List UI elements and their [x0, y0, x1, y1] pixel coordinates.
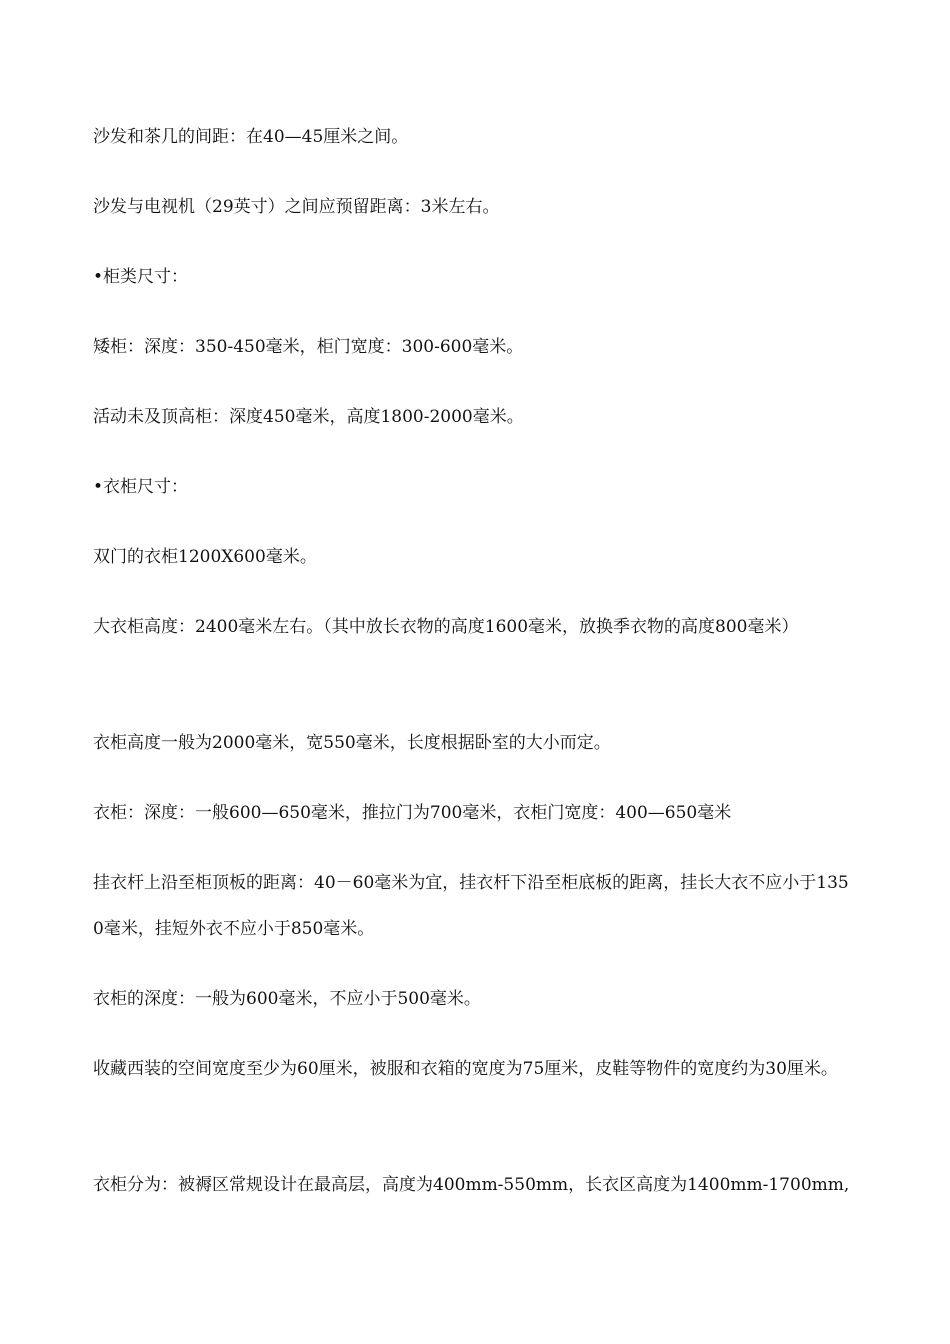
paragraph-tall-cabinet: 活动未及顶高柜：深度450毫米，高度1800-2000毫米。 — [93, 407, 524, 427]
paragraph-large-wardrobe-height: 大衣柜高度：2400毫米左右。（其中放长衣物的高度1600毫米，放换季衣物的高度800毫米） — [93, 617, 799, 637]
paragraph-low-cabinet: 矮柜：深度：350-450毫米，柜门宽度：300-600毫米。 — [93, 337, 524, 357]
paragraph-wardrobe-zones: 衣柜分为：被褥区常规设计在最高层，高度为400mm-550mm，长衣区高度为1400mm-1700mm, — [93, 1175, 850, 1195]
paragraph-sofa-table-distance: 沙发和茶几的间距：在40—45厘米之间。 — [93, 127, 409, 147]
heading-wardrobe-sizes: •衣柜尺寸： — [93, 477, 189, 497]
paragraph-sofa-tv-distance: 沙发与电视机（29英寸）之间应预留距离：3米左右。 — [93, 197, 500, 217]
paragraph-storage-widths: 收藏西装的空间宽度至少为60厘米，被服和衣箱的宽度为75厘米，皮鞋等物件的宽度约为30厘米。 — [93, 1059, 838, 1079]
paragraph-wardrobe-general-height: 衣柜高度一般为2000毫米，宽550毫米，长度根据卧室的大小而定。 — [93, 733, 611, 753]
paragraph-double-door-wardrobe: 双门的衣柜1200X600毫米。 — [93, 547, 317, 567]
paragraph-wardrobe-depth-door: 衣柜：深度：一般600—650毫米，推拉门为700毫米，衣柜门宽度：400—650毫米 — [93, 803, 732, 823]
paragraph-hanging-rod-distance: 挂衣杆上沿至柜顶板的距离：40－60毫米为宜，挂衣杆下沿至柜底板的距离，挂长大衣不应小于1350毫米，挂短外衣不应小于850毫米。 — [93, 873, 849, 939]
heading-cabinet-sizes: •柜类尺寸： — [93, 267, 189, 287]
paragraph-wardrobe-depth: 衣柜的深度：一般为600毫米，不应小于500毫米。 — [93, 989, 481, 1009]
